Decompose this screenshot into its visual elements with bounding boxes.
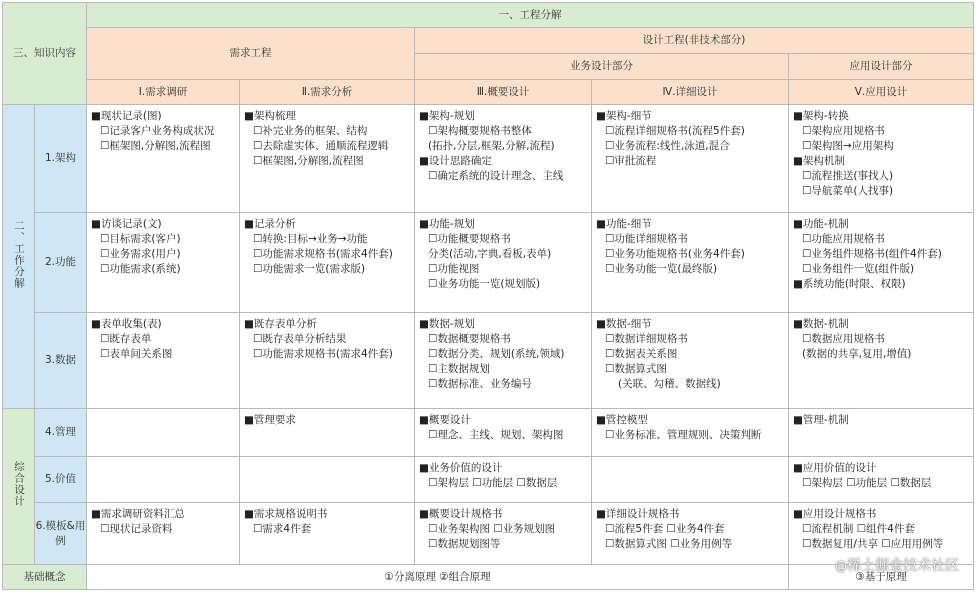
list-item: ☐架构应用规格书 [802,125,885,137]
section-heading: ■架构-细节 [596,110,652,122]
watermark [835,555,959,575]
list-item: ☐架构图→应用架构 [802,140,894,152]
section-heading: ■架构梳理 [244,110,296,122]
at-icon: @ [835,559,847,573]
section-heading: ■数据-机制 [793,318,849,330]
section-heading: ■现状记录(图) [91,110,162,122]
section-heading: ■功能-细节 [596,218,652,230]
list-item: ☐现状记录资料 [100,523,173,535]
cell [240,503,415,565]
list-item: ☐业务组件规格书(组件4件套) [802,248,942,260]
list-item: ☐审批流程 [605,155,657,167]
list-item: ☐需求4件套 [253,523,312,535]
list-item: ☐补完业务的框架、结构 [253,125,368,137]
section-heading: ■详细设计规格书 [596,508,680,520]
application-design-header: 应用设计部分 [789,54,974,80]
cell [592,503,789,565]
list-item: ☐流程详细规格书(流程5件套) [605,125,745,137]
section-heading: ■概要设计 [419,414,471,426]
cell [592,409,789,457]
list-item: ☐记录客户业务构成状况 [100,125,215,137]
section-heading: ■业务价值的设计 [419,462,503,474]
list-item: ☐确定系统的设计理念、主线 [428,170,564,182]
integrated-design-group: 综合设计 [3,409,35,565]
section-heading: ■系统功能(时限、权限) [793,278,906,290]
list-item: ☐数据复用/共享 ☐应用用例等 [802,538,944,550]
row-label-template-usecase: 6.模板&用例 [35,503,87,565]
cell [240,457,415,503]
cell [789,313,974,409]
list-item: (数据的共享,复用,增值) [802,348,912,360]
list-item: ☐数据概要规格书 [428,333,511,345]
cell [415,213,592,313]
list-item: ☐功能详细规格书 [605,233,688,245]
cell [415,503,592,565]
list-item: ☐框架图,分解图,流程图 [253,155,364,167]
section-heading: ■管理要求 [244,414,296,426]
section-heading: ■管理-机制 [793,414,849,426]
list-item: ☐目标需求(客户) [100,233,181,245]
cell [87,457,240,503]
row-label-management: 4.管理 [35,409,87,457]
list-item: ☐数据规划图等 [428,538,501,550]
cell [415,409,592,457]
work-breakdown-group: 二、工作分解 [3,105,35,409]
section-heading: ■架构-规划 [419,110,475,122]
section-heading: ■应用设计规格书 [793,508,877,520]
section-heading: ■需求规格说明书 [244,508,328,520]
list-item: ☐数据应用规格书 [802,333,885,345]
cell [592,213,789,313]
cell [87,313,240,409]
list-item: ☐功能需求规格书(需求4件套) [253,348,393,360]
list-item: ☐数据标准、业务编号 [428,378,532,390]
section-heading: ■架构-转换 [793,110,849,122]
list-item: ☐业务流程:线性,泳道,混合 [605,140,730,152]
list-item: ☐表单间关系图 [100,348,173,360]
list-item: ☐理念、主线、规划、架构图 [428,429,564,441]
section-heading: ■概要设计规格书 [419,508,503,520]
cell [87,105,240,213]
engineering-breakdown-title: 一、工程分解 [87,3,974,28]
section-heading: ■记录分析 [244,218,296,230]
list-item: (拓扑,分层,框架,分解,流程) [428,140,555,152]
row-label-architecture: 1.架构 [35,105,87,213]
list-item: ☐数据算式图 [605,363,667,375]
section-heading: ■需求调研资料汇总 [91,508,185,520]
col-header-detailed-design: Ⅳ.详细设计 [592,80,789,105]
cell [592,313,789,409]
list-item: ☐架构概要规格书整体 [428,125,532,137]
list-item: ☐数据算式图 ☐业务用例等 [605,538,733,550]
cell [789,457,974,503]
knowledge-content-header: 三、知识内容 [3,3,87,105]
section-heading: ■管控模型 [596,414,648,426]
list-item: ☐架构层 ☐功能层 ☐数据层 [802,477,932,489]
cell [415,105,592,213]
col-header-outline-design: Ⅲ.概要设计 [415,80,592,105]
list-item: ☐业务功能一览(最终版) [605,263,718,275]
cell [592,105,789,213]
list-item: ☐流程推送(事找人) [802,170,894,182]
list-item: ☐业务标准、管理规则、决策判断 [605,429,762,441]
list-item: ☐功能应用规格书 [802,233,885,245]
cell [789,213,974,313]
cell [415,313,592,409]
list-item: ☐架构层 ☐功能层 ☐数据层 [428,477,558,489]
list-item: ☐功能视图 [428,263,480,275]
section-heading: ■功能-规划 [419,218,475,230]
row-label-value: 5.价值 [35,457,87,503]
list-item: ☐业务功能一览(规划版) [428,278,541,290]
list-item: 分类(活动,字典,看板,表单) [428,248,552,260]
cell [87,409,240,457]
col-header-requirements-analysis: Ⅱ.需求分析 [240,80,415,105]
list-item: ☐主数据规划 [428,363,490,375]
section-heading: ■访谈记录(文) [91,218,162,230]
list-item: ☐业务组件一览(组件版) [802,263,915,275]
cell [240,313,415,409]
cell [789,105,974,213]
section-heading: ■架构机制 [793,155,845,167]
list-item: ☐功能需求(系统) [100,263,181,275]
row-label-function: 2.功能 [35,213,87,313]
list-item: ☐功能需求一览(需求版) [253,263,366,275]
row-label-data: 3.数据 [35,313,87,409]
design-engineering-header: 设计工程(非技术部分) [415,28,974,54]
cell [415,457,592,503]
cell [240,213,415,313]
basic-concepts-label: 基础概念 [3,565,87,590]
list-item: ☐既存表单 [100,333,152,345]
list-item: ☐流程5件套 ☐业务4件套 [605,523,725,535]
list-item: ☐转换:目标→业务→功能 [253,233,368,245]
list-item: ☐功能概要规格书 [428,233,511,245]
requirements-engineering-header: 需求工程 [87,28,415,80]
cell [789,409,974,457]
cell [240,105,415,213]
col-header-requirements-research: Ⅰ.需求调研 [87,80,240,105]
section-heading: ■数据-规划 [419,318,475,330]
principle-based-on: ③基于原理 [789,565,974,590]
cell [240,409,415,457]
list-item: ☐功能需求规格书(需求4件套) [253,248,393,260]
section-heading: ■表单收集(表) [91,318,162,330]
list-item: ☐去除虚实体、通顺流程逻辑 [253,140,389,152]
business-design-header: 业务设计部分 [415,54,789,80]
knowledge-matrix-table [2,2,974,590]
cell [87,213,240,313]
col-header-application-design: Ⅴ.应用设计 [789,80,974,105]
watermark-text: 稀土掘金技术社区 [847,558,959,574]
section-heading: ■既存表单分析 [244,318,317,330]
cell [87,503,240,565]
principles-separation-combination: ①分离原理 ②组合原理 [87,565,789,590]
cell [592,457,789,503]
list-item: ☐框架图,分解图,流程图 [100,140,211,152]
list-item: ☐数据表关系图 [605,348,678,360]
list-item: ☐业务架构图 ☐业务规划图 [428,523,556,535]
list-item: ☐既存表单分析结果 [253,333,347,345]
section-heading: ■设计思路确定 [419,155,492,167]
list-item: ☐数据详细规格书 [605,333,688,345]
section-heading: ■应用价值的设计 [793,462,877,474]
list-item: ☐业务需求(用户) [100,248,181,260]
list-item: (关联、勾稽、数据线) [618,378,721,390]
section-heading: ■功能-机制 [793,218,849,230]
list-item: ☐数据分类、规划(系统,领域) [428,348,565,360]
list-item: ☐流程机制 ☐组件4件套 [802,523,915,535]
list-item: ☐业务功能规格书(业务4件套) [605,248,745,260]
section-heading: ■数据-细节 [596,318,652,330]
list-item: ☐导航菜单(人找事) [802,185,894,197]
